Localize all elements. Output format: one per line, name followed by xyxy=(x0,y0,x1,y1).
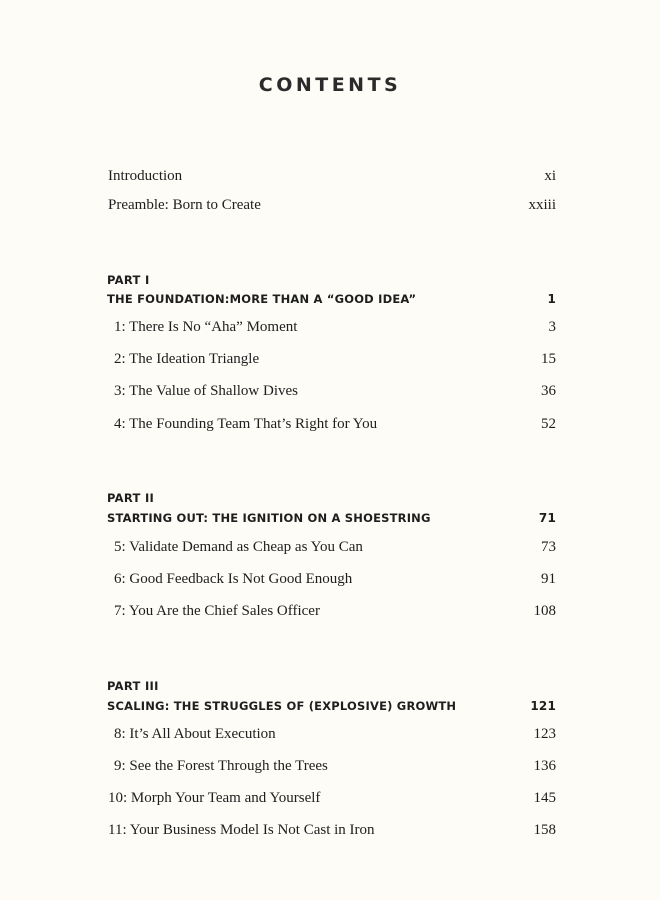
entry-page-number: 52 xyxy=(541,416,556,432)
entry-label: Preamble: Born to Create xyxy=(108,197,261,213)
toc-entry-chapter[interactable] xyxy=(108,351,556,373)
toc-entry-chapter[interactable] xyxy=(108,416,556,438)
toc-part-title[interactable] xyxy=(107,511,556,525)
entry-page-number: 15 xyxy=(541,351,556,367)
part-title-label: SCALING: THE STRUGGLES OF (EXPLOSIVE) GROWTH xyxy=(107,699,457,713)
entry-label: 11: Your Business Model Is Not Cast in Iron xyxy=(108,822,375,838)
entry-page-number: 158 xyxy=(533,822,556,838)
toc-entry-chapter[interactable] xyxy=(108,319,556,341)
entry-label: 6: Good Feedback Is Not Good Enough xyxy=(114,571,353,587)
part-title-label: THE FOUNDATION:MORE THAN A “GOOD IDEA” xyxy=(107,292,417,306)
toc-entry-preamble[interactable] xyxy=(108,197,556,219)
entry-label: 3: The Value of Shallow Dives xyxy=(114,383,299,399)
part-title-label: STARTING OUT: THE IGNITION ON A SHOESTRING xyxy=(107,511,431,525)
entry-label: 10: Morph Your Team and Yourself xyxy=(108,790,321,806)
entry-page-number: 145 xyxy=(533,790,556,806)
page-title: CONTENTS xyxy=(258,74,402,96)
part-heading: PART II xyxy=(107,491,155,505)
entry-label: 5: Validate Demand as Cheap as You Can xyxy=(114,539,363,555)
toc-entry-chapter[interactable] xyxy=(108,790,556,812)
entry-page-number: 36 xyxy=(541,383,556,399)
entry-label: 7: You Are the Chief Sales Officer xyxy=(114,603,320,619)
toc-entry-chapter[interactable] xyxy=(108,383,556,405)
entry-label: 8: It’s All About Execution xyxy=(114,726,276,742)
toc-part-title[interactable] xyxy=(107,292,556,306)
toc-entry-chapter[interactable] xyxy=(108,726,556,748)
entry-page-number: 73 xyxy=(541,539,556,555)
entry-page-number: 123 xyxy=(533,726,556,742)
toc-entry-chapter[interactable] xyxy=(108,822,556,844)
entry-page-number: 136 xyxy=(533,758,556,774)
entry-label: Introduction xyxy=(108,168,183,184)
entry-page-number: xxiii xyxy=(528,197,556,213)
entry-page-number: xi xyxy=(544,168,556,184)
entry-label: 9: See the Forest Through the Trees xyxy=(114,758,328,774)
part-heading: PART III xyxy=(107,679,159,693)
toc-entry-chapter[interactable] xyxy=(108,571,556,593)
part-page-number: 121 xyxy=(530,699,556,713)
part-page-number: 71 xyxy=(538,511,556,525)
toc-entry-chapter[interactable] xyxy=(108,539,556,561)
entry-label: 2: The Ideation Triangle xyxy=(114,351,260,367)
entry-page-number: 3 xyxy=(548,319,556,335)
toc-entry-chapter[interactable] xyxy=(108,758,556,780)
toc-entry-introduction[interactable] xyxy=(108,168,556,190)
toc-entry-chapter[interactable] xyxy=(108,603,556,625)
toc-part-title[interactable] xyxy=(107,699,556,713)
entry-label: 4: The Founding Team That’s Right for You xyxy=(114,416,378,432)
entry-label: 1: There Is No “Aha” Moment xyxy=(114,319,298,335)
entry-page-number: 91 xyxy=(541,571,556,587)
part-heading: PART I xyxy=(107,273,150,287)
entry-page-number: 108 xyxy=(533,603,556,619)
part-page-number: 1 xyxy=(547,292,556,306)
